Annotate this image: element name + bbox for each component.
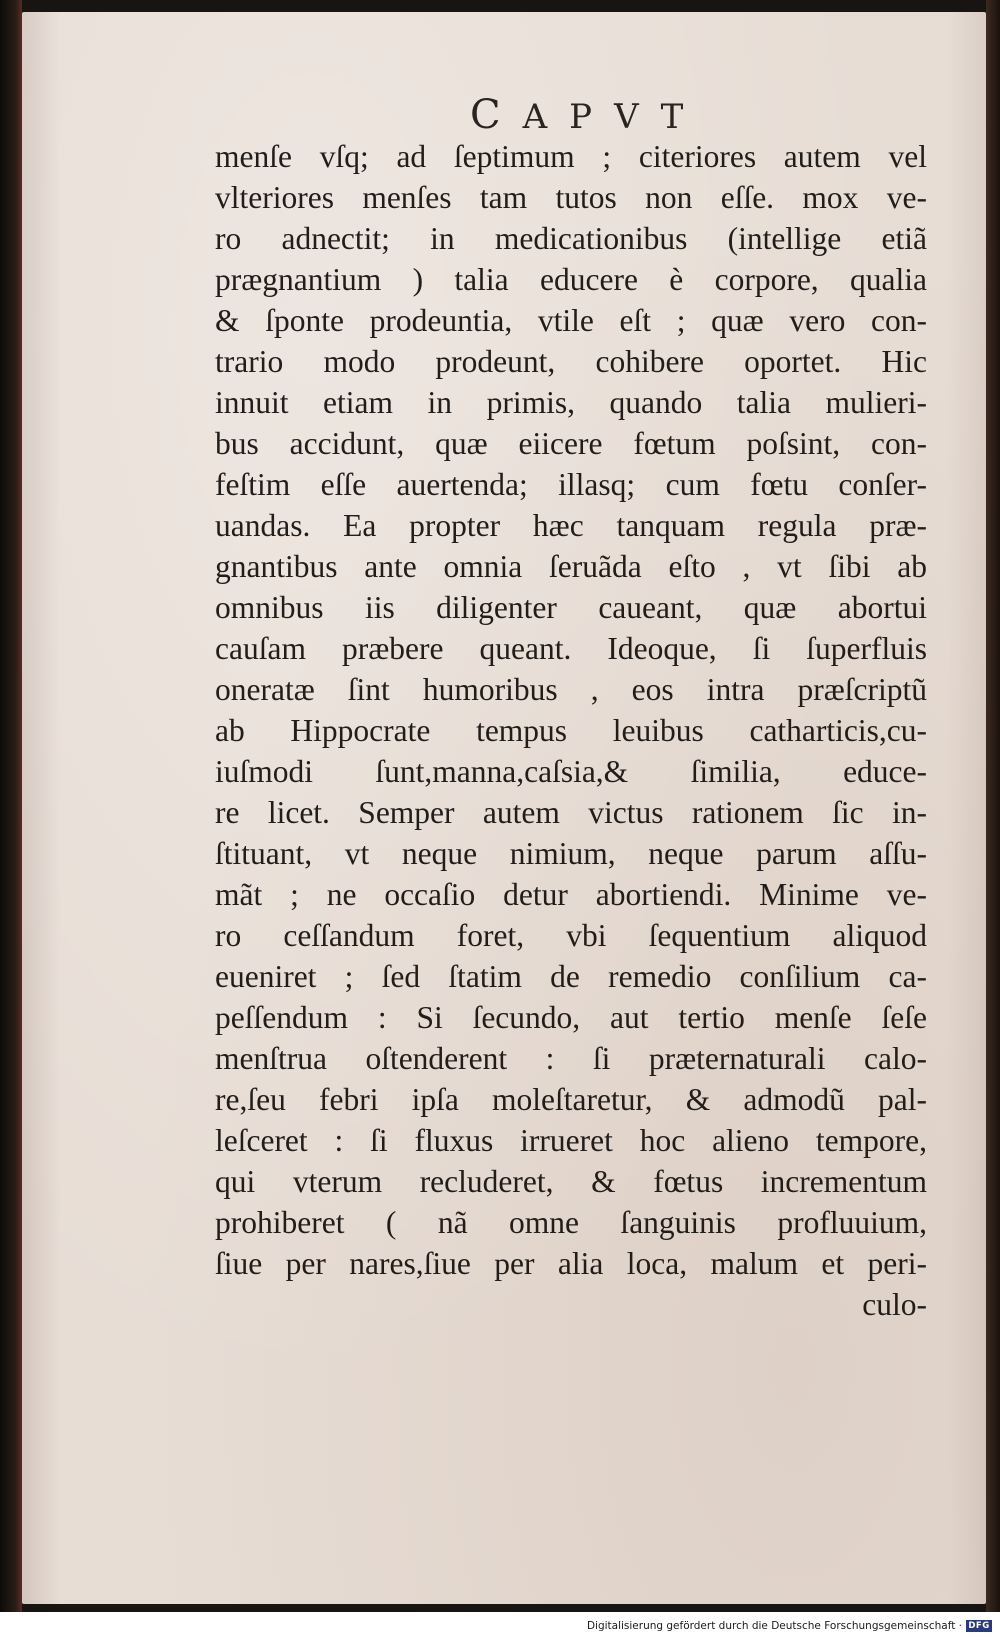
text-line: prohiberet ( nã omne ſanguinis profluuium, (215, 1205, 927, 1240)
text-line: eueniret ; ſed ſtatim de remedio conſilium ca- (215, 959, 927, 994)
text-line: ab Hippocrate tempus leuibus catharticis,cu- (215, 713, 927, 748)
text-line: omnibus iis diligenter caueant, quæ abortui (215, 590, 927, 625)
dfg-logo: DFG (966, 1620, 992, 1632)
book-binding-left (0, 0, 22, 1612)
text-line: feſtim eſſe auertenda; illasq; cum fœtu conſer- (215, 467, 927, 502)
digitization-credit: Digitalisierung gefördert durch die Deutsche Forschungsgemeinschaft · (586, 1620, 962, 1632)
text-line: culo- (862, 1287, 927, 1322)
running-head: CAPVT (470, 92, 706, 138)
text-line: iuſmodi ſunt,manna,caſsia,& ſimilia, educe- (215, 754, 927, 789)
text-line: bus accidunt, quæ eiicere fœtum poſsint, con- (215, 426, 927, 461)
text-line: cauſam præbere queant. Ideoque, ſi ſuperfluis (215, 631, 927, 666)
text-line: prægnantium ) talia educere è corpore, qualia (215, 262, 927, 297)
text-line: qui vterum recluderet, & fœtus incrementum (215, 1164, 927, 1199)
text-line: gnantibus ante omnia ſeruãda eſto , vt ſibi ab (215, 549, 927, 584)
text-line: menſtrua oſtenderent : ſi præternaturali calo- (215, 1041, 927, 1076)
text-line: ro adnectit; in medicationibus (intellige etiã (215, 221, 927, 256)
text-line: ſiue per nares,ſiue per alia loca, malum et peri- (215, 1246, 927, 1281)
text-line: peſſendum : Si ſecundo, aut tertio menſe ſeſe (215, 1000, 927, 1035)
book-binding-right (986, 0, 1000, 1612)
text-line: & ſponte prodeuntia, vtile eſt ; quæ vero con- (215, 303, 927, 338)
text-line: mãt ; ne occaſio detur abortiendi. Minime ve- (215, 877, 927, 912)
text-line: re licet. Semper autem victus rationem ſic in- (215, 795, 927, 830)
text-line: trario modo prodeunt, cohibere oportet. Hic (215, 344, 927, 379)
text-line: re,ſeu febri ipſa moleſtaretur, & admodũ pal- (215, 1082, 927, 1117)
text-line: ro ceſſandum foret, vbi ſequentium aliquod (215, 918, 927, 953)
text-line: innuit etiam in primis, quando talia mulieri- (215, 385, 927, 420)
text-line: ſtituant, vt neque nimium, neque parum aſſu- (215, 836, 927, 871)
text-line: uandas. Ea propter hæc tanquam regula præ- (215, 508, 927, 543)
page-text-block (215, 136, 927, 1325)
text-line: menſe vſq; ad ſeptimum ; citeriores autem vel (215, 139, 927, 174)
text-line: vlteriores menſes tam tutos non eſſe. mox ve- (215, 180, 927, 215)
text-line: leſceret : ſi fluxus irrueret hoc alieno tempore, (215, 1123, 927, 1158)
text-line: oneratæ ſint humoribus , eos intra præſcriptũ (215, 672, 927, 707)
